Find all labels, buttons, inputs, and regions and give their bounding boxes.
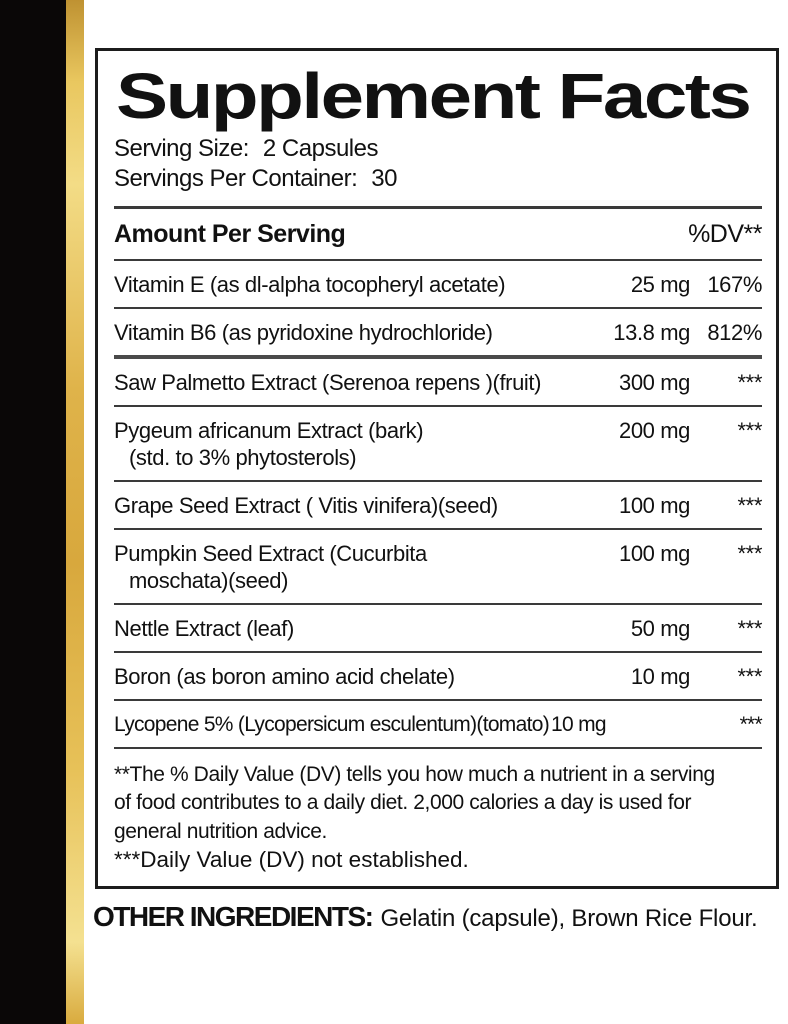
other-ingredients-value: Gelatin (capsule), Brown Rice Flour. bbox=[380, 905, 758, 932]
ingredient-amount: 10 mg bbox=[550, 712, 606, 736]
table-row bbox=[114, 261, 762, 307]
table-row bbox=[114, 528, 762, 603]
supplement-facts-panel bbox=[95, 48, 779, 889]
ingredient-dv: *** bbox=[737, 663, 762, 689]
table-row bbox=[114, 480, 762, 528]
panel-title-wrap bbox=[114, 59, 762, 134]
ingredient-amount: 300 mg bbox=[619, 369, 690, 395]
ingredient-dv: *** bbox=[737, 540, 762, 566]
dv-not-established-note: ***Daily Value (DV) not established. bbox=[114, 847, 469, 873]
serving-size-value: 2 Capsules bbox=[262, 134, 378, 162]
table-row bbox=[114, 699, 762, 747]
ingredient-dv: *** bbox=[737, 417, 762, 443]
ingredient-name-line2: moschata)(seed) bbox=[129, 567, 289, 593]
amount-per-serving-header bbox=[114, 206, 762, 261]
ingredient-dv: 167% bbox=[707, 271, 762, 297]
ingredient-amount: 13.8 mg bbox=[613, 319, 690, 345]
daily-value-footnote bbox=[114, 747, 762, 875]
ingredient-amount: 10 mg bbox=[630, 663, 690, 689]
ingredient-rows bbox=[114, 261, 762, 747]
ingredient-dv: *** bbox=[737, 492, 762, 518]
other-ingredients-label: OTHER INGREDIENTS: bbox=[93, 901, 373, 932]
ingredient-name: Lycopene 5% (Lycopersicum esculentum)(tomato) bbox=[114, 712, 549, 736]
ingredient-amount: 200 mg bbox=[619, 417, 690, 443]
ingredient-amount: 25 mg bbox=[630, 271, 690, 297]
ingredient-name: Boron (as boron amino acid chelate) bbox=[114, 663, 455, 689]
ingredient-amount: 50 mg bbox=[630, 615, 690, 641]
panel-title: Supplement Facts bbox=[116, 60, 750, 132]
ingredient-dv: *** bbox=[737, 615, 762, 641]
ingredient-dv: *** bbox=[737, 369, 762, 395]
table-row bbox=[114, 307, 762, 355]
table-row bbox=[114, 651, 762, 699]
other-ingredients-line bbox=[93, 900, 783, 936]
servings-per-container-label: Servings Per Container: bbox=[114, 164, 358, 192]
table-row bbox=[114, 405, 762, 480]
ingredient-name: Grape Seed Extract ( Vitis vinifera)(seed) bbox=[114, 492, 498, 518]
ingredient-amount: 100 mg bbox=[619, 492, 690, 518]
ingredient-name-line1: Pumpkin Seed Extract (Cucurbita bbox=[114, 540, 427, 566]
ingredient-name bbox=[114, 417, 595, 471]
ingredient-name-line1: Pygeum africanum Extract (bark) bbox=[114, 417, 424, 443]
ingredient-dv: *** bbox=[739, 712, 762, 736]
ingredient-name-line2: (std. to 3% phytosterols) bbox=[129, 444, 357, 470]
servings-per-container-value: 30 bbox=[371, 164, 397, 192]
footnote-line: **The % Daily Value (DV) tells you how much a nutrient in a serving bbox=[114, 762, 715, 786]
ingredient-amount: 100 mg bbox=[619, 540, 690, 566]
ingredient-name: Vitamin B6 (as pyridoxine hydrochloride) bbox=[114, 319, 493, 345]
ingredient-name: Nettle Extract (leaf) bbox=[114, 615, 294, 641]
ingredient-name: Vitamin E (as dl-alpha tocopheryl acetate) bbox=[114, 271, 506, 297]
ingredient-name: Saw Palmetto Extract (Serenoa repens )(fruit) bbox=[114, 369, 542, 395]
footnote-line: general nutrition advice. bbox=[114, 819, 327, 843]
table-row bbox=[114, 355, 762, 405]
left-black-bar bbox=[0, 0, 66, 1024]
table-row bbox=[114, 603, 762, 651]
amount-per-serving-label: Amount Per Serving bbox=[114, 219, 346, 248]
serving-size-label: Serving Size: bbox=[114, 134, 249, 162]
serving-size-line bbox=[114, 134, 762, 164]
footnote-line: of food contributes to a daily diet. 2,000 calories a day is used for bbox=[114, 791, 692, 815]
percent-dv-header: %DV** bbox=[688, 219, 762, 248]
gold-accent-stripe bbox=[66, 0, 84, 1024]
ingredient-name bbox=[114, 540, 595, 594]
servings-per-container-line bbox=[114, 164, 762, 194]
ingredient-dv: 812% bbox=[707, 319, 762, 345]
